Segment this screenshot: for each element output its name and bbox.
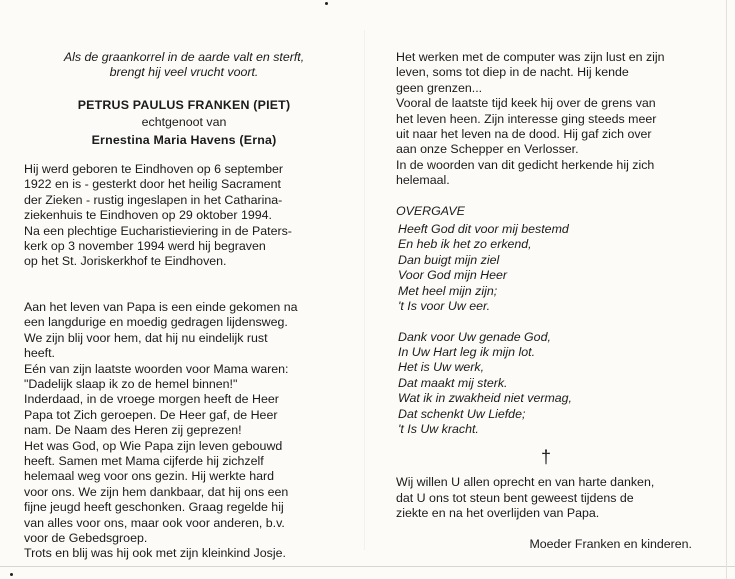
bio-line: kerk op 3 november 1994 werd hij begraven: [24, 239, 266, 254]
text-line: Vooral de laatste tijd keek hij over de grens van: [396, 96, 656, 111]
computer-paragraph: [396, 50, 696, 189]
bio-line: ziekenhuis te Eindhoven op 29 oktober 1994.: [24, 208, 272, 223]
text-line: geen grenzen...: [396, 80, 483, 95]
tribute-line: Het was God, op Wie Papa zijn leven gebouwd: [24, 438, 283, 453]
tribute-line: fijne jeugd heeft geschonken. Graag regelde hij: [24, 500, 284, 515]
motto: [24, 50, 344, 81]
cross-icon: †: [540, 447, 551, 468]
tribute-line: van alles voor ons, maar ook voor anderen, b.v.: [24, 515, 285, 530]
text-line: het leven heen. Zijn interesse ging steeds meer: [396, 111, 657, 126]
tribute-line: voor ons. We zijn hem dankbaar, dat hij ons een: [24, 484, 289, 499]
poem-line: Met heel mijn zijn;: [398, 283, 498, 298]
poem-line: 't Is Uw kracht.: [398, 421, 479, 436]
text-line: dat U ons tot steun bent geweest tijdens de: [396, 490, 634, 505]
bio-line: 1922 en is - gesterkt door het heilig Sacrament: [24, 177, 281, 192]
tribute-line: "Dadelijk slaap ik zo de hemel binnen!": [24, 376, 238, 391]
tribute-line: Eén van zijn laatste woorden voor Mama waren:: [24, 361, 289, 376]
tribute-line: nam. De Naam des Heren zij geprezen!: [24, 423, 242, 438]
poem-line: 't Is voor Uw eer.: [398, 299, 491, 314]
motto-line: brengt hij veel vrucht voort.: [109, 65, 259, 80]
bio-line: Hij werd geboren te Eindhoven op 6 september: [24, 162, 283, 177]
text-line: aan onze Schepper en Verlosser.: [396, 142, 579, 157]
poem-line: Dank voor Uw genade God,: [398, 329, 551, 344]
spouse-intro: echtgenoot van: [141, 115, 227, 130]
bio-line: Na een plechtige Eucharistieviering in de Paters-: [24, 223, 292, 238]
tribute-line: voor de Gebedsgroep.: [24, 530, 148, 545]
text-line: helemaal.: [396, 173, 450, 188]
card-edge-right: [726, 0, 727, 579]
poem-line: In Uw Hart leg ik mijn lot.: [398, 344, 536, 359]
tribute-line: Inderdaad, in de vroege morgen heeft de Heer: [24, 392, 279, 407]
bio-line: op het St. Joriskerkhof te Eindhoven.: [24, 254, 227, 269]
poem-line: Heeft God dit voor mij bestemd: [398, 222, 569, 237]
spouse-name: Ernestina Maria Havens (Erna): [91, 132, 277, 147]
poem-line: Voor God mijn Heer: [398, 268, 508, 283]
scan-speck: [325, 2, 328, 5]
card-edge-bottom: [0, 566, 735, 567]
poem-line: En heb ik het zo erkend,: [398, 237, 532, 252]
right-panel: [396, 50, 696, 552]
text-line: uit naar het leven na de dood. Hij gaf zich over: [396, 127, 652, 142]
poem-line: Dat schenkt Uw Liefde;: [398, 406, 526, 421]
tribute-line: Trots en blij was hij ook met zijn kleinkind Josje.: [24, 546, 286, 561]
text-line: Wij willen U allen oprecht en van harte danken,: [396, 475, 655, 490]
text-line: In de woorden van dit gedicht herkende hij zich: [396, 157, 655, 172]
poem-line: Het is Uw werk,: [398, 360, 485, 375]
scan-speck: [10, 573, 13, 576]
poem-line: Dat maakt mij sterk.: [398, 375, 508, 390]
biography: [24, 162, 344, 270]
poem-line: Wat ik in zwakheid niet vermag,: [398, 391, 573, 406]
tribute-line: Papa tot Zich geroepen. De Heer gaf, de Heer: [24, 407, 278, 422]
signature: Moeder Franken en kinderen.: [529, 536, 692, 551]
text-line: Het werken met de computer was zijn lust en zijn: [396, 50, 665, 64]
text-line: leven, soms tot diep in de nacht. Hij kende: [396, 65, 629, 80]
deceased-name: PETRUS PAULUS FRANKEN (PIET): [77, 97, 291, 112]
poem-title: OVERGAVE: [396, 203, 465, 218]
thanks-paragraph: [396, 475, 696, 521]
card-fold: [364, 30, 365, 550]
motto-line: Als de graankorrel in de aarde valt en sterft,: [63, 50, 305, 64]
poem-line: Dan buigt mijn ziel: [398, 252, 500, 267]
bio-line: der Zieken - rustig ingeslapen in het Catharina-: [24, 192, 283, 207]
text-line: ziekte en na het overlijden van Papa.: [396, 506, 600, 521]
tribute-line: heeft.: [24, 346, 56, 361]
tribute-line: heeft. Samen met Mama cijferde hij zichzelf: [24, 453, 264, 468]
poem-stanza-2: [398, 330, 696, 438]
tribute-line: helemaal weg voor ons gezin. Hij werkte hard: [24, 469, 275, 484]
poem-stanza-1: [398, 222, 696, 314]
tribute-line: We zijn blij voor hem, dat hij nu eindelijk rust: [24, 330, 268, 345]
tribute-line: een langdurige en moedig gedragen lijdensweg.: [24, 315, 288, 330]
tribute: [24, 300, 344, 562]
left-panel: [24, 50, 344, 562]
tribute-line: Aan het leven van Papa is een einde gekomen na: [24, 299, 298, 314]
